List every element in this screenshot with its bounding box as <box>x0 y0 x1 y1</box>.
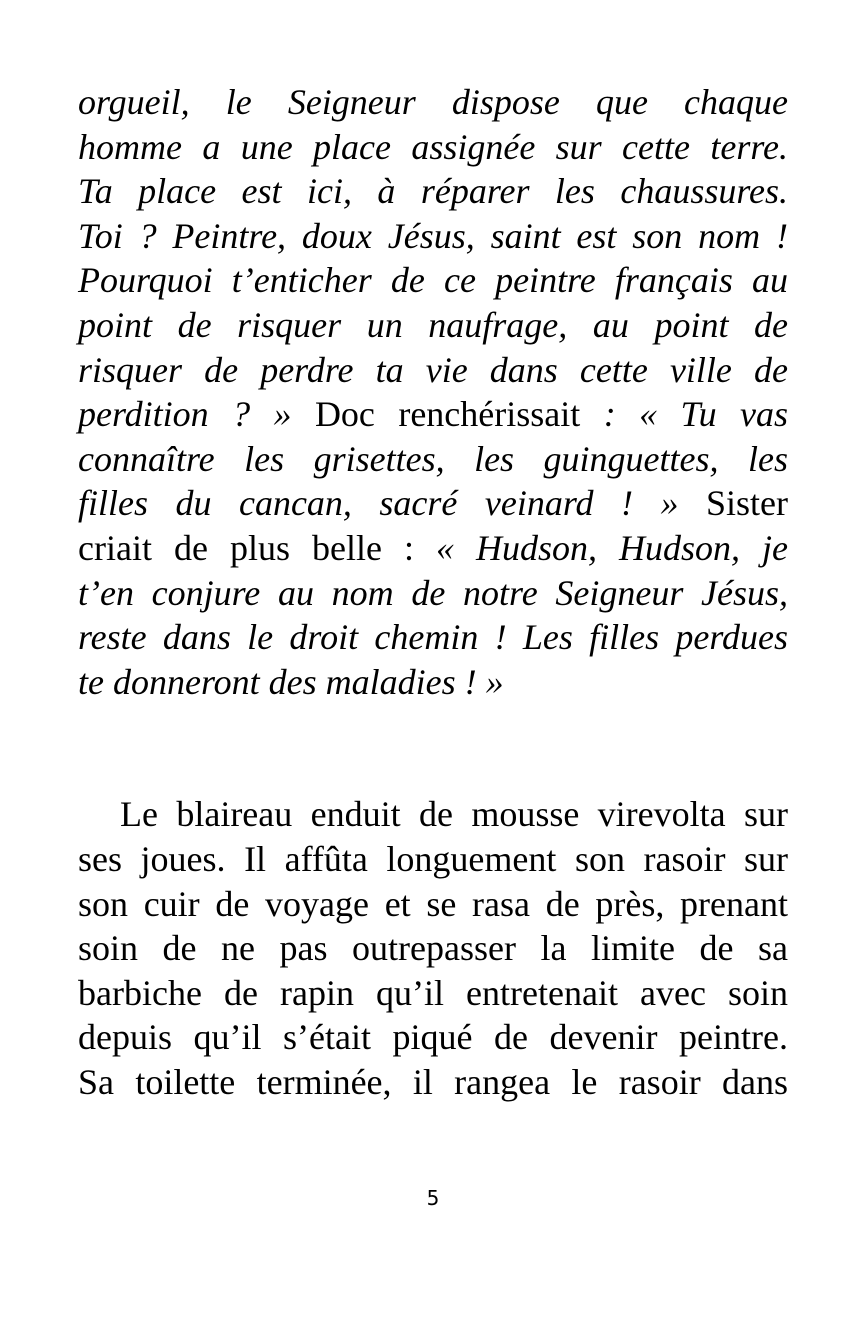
page-body <box>78 80 788 1104</box>
text-line <box>78 660 788 705</box>
italic-run: Ta place est ici, à réparer les chaussures. <box>78 171 788 212</box>
text-line <box>78 258 788 303</box>
text-line <box>78 348 788 393</box>
text-line: barbiche de rapin qu’il entretenait avec soin <box>78 972 788 1013</box>
text-line <box>78 80 788 125</box>
text-line: son cuir de voyage et se rasa de près, prenant <box>78 883 788 924</box>
text-line <box>78 303 788 348</box>
text-line: soin de ne pas outrepasser la limite de sa <box>78 928 788 969</box>
page-number: 5 <box>426 1186 440 1210</box>
italic-run: orgueil, le Seigneur dispose que chaque <box>78 82 788 122</box>
italic-run: « Hudson, Hudson, je <box>435 527 788 568</box>
narrative-paragraph <box>78 792 788 1104</box>
italic-run: t’en conjure au nom de notre Seigneur Jésus, <box>78 572 788 613</box>
text-line: Sa toilette terminée, il rangea le rasoir dans <box>78 1061 788 1102</box>
text-line: Le blaireau enduit de mousse virevolta sur <box>120 794 788 835</box>
roman-run: Sister <box>705 483 788 524</box>
italic-run: : « Tu vas <box>603 394 788 435</box>
italic-run: Pourquoi t’enticher de ce peintre français au <box>78 260 788 301</box>
text-line: ses joues. Il affûta longuement son rasoir sur <box>78 838 788 879</box>
roman-run: Doc renchérissait <box>314 394 604 435</box>
text-line <box>78 214 788 259</box>
text-line <box>78 481 788 526</box>
italic-run: Toi ? Peintre, doux Jésus, saint est son nom ! <box>78 215 788 256</box>
text-line <box>78 571 788 616</box>
quoted-dialogue-paragraph <box>78 80 788 704</box>
italic-run: homme a une place assignée sur cette terre. <box>78 126 788 167</box>
italic-run: te donneront des maladies ! » <box>78 661 504 702</box>
italic-run: connaître les grisettes, les guinguettes, les <box>78 438 788 479</box>
italic-run: perdition ? » <box>78 394 315 435</box>
italic-run: reste dans le droit chemin ! Les filles perdues <box>78 617 788 658</box>
text-line <box>78 125 788 170</box>
roman-run: criait de plus belle : <box>78 527 436 568</box>
text-line <box>78 437 788 482</box>
text-line <box>78 392 788 437</box>
text-line <box>78 615 788 660</box>
italic-run: risquer de perdre ta vie dans cette ville de <box>78 349 788 390</box>
text-line: depuis qu’il s’était piqué de devenir peintre. <box>78 1017 788 1058</box>
italic-run: point de risquer un naufrage, au point de <box>78 304 788 345</box>
text-line <box>78 169 788 214</box>
text-line <box>78 526 788 571</box>
italic-run: filles du cancan, sacré veinard ! » <box>78 483 706 524</box>
